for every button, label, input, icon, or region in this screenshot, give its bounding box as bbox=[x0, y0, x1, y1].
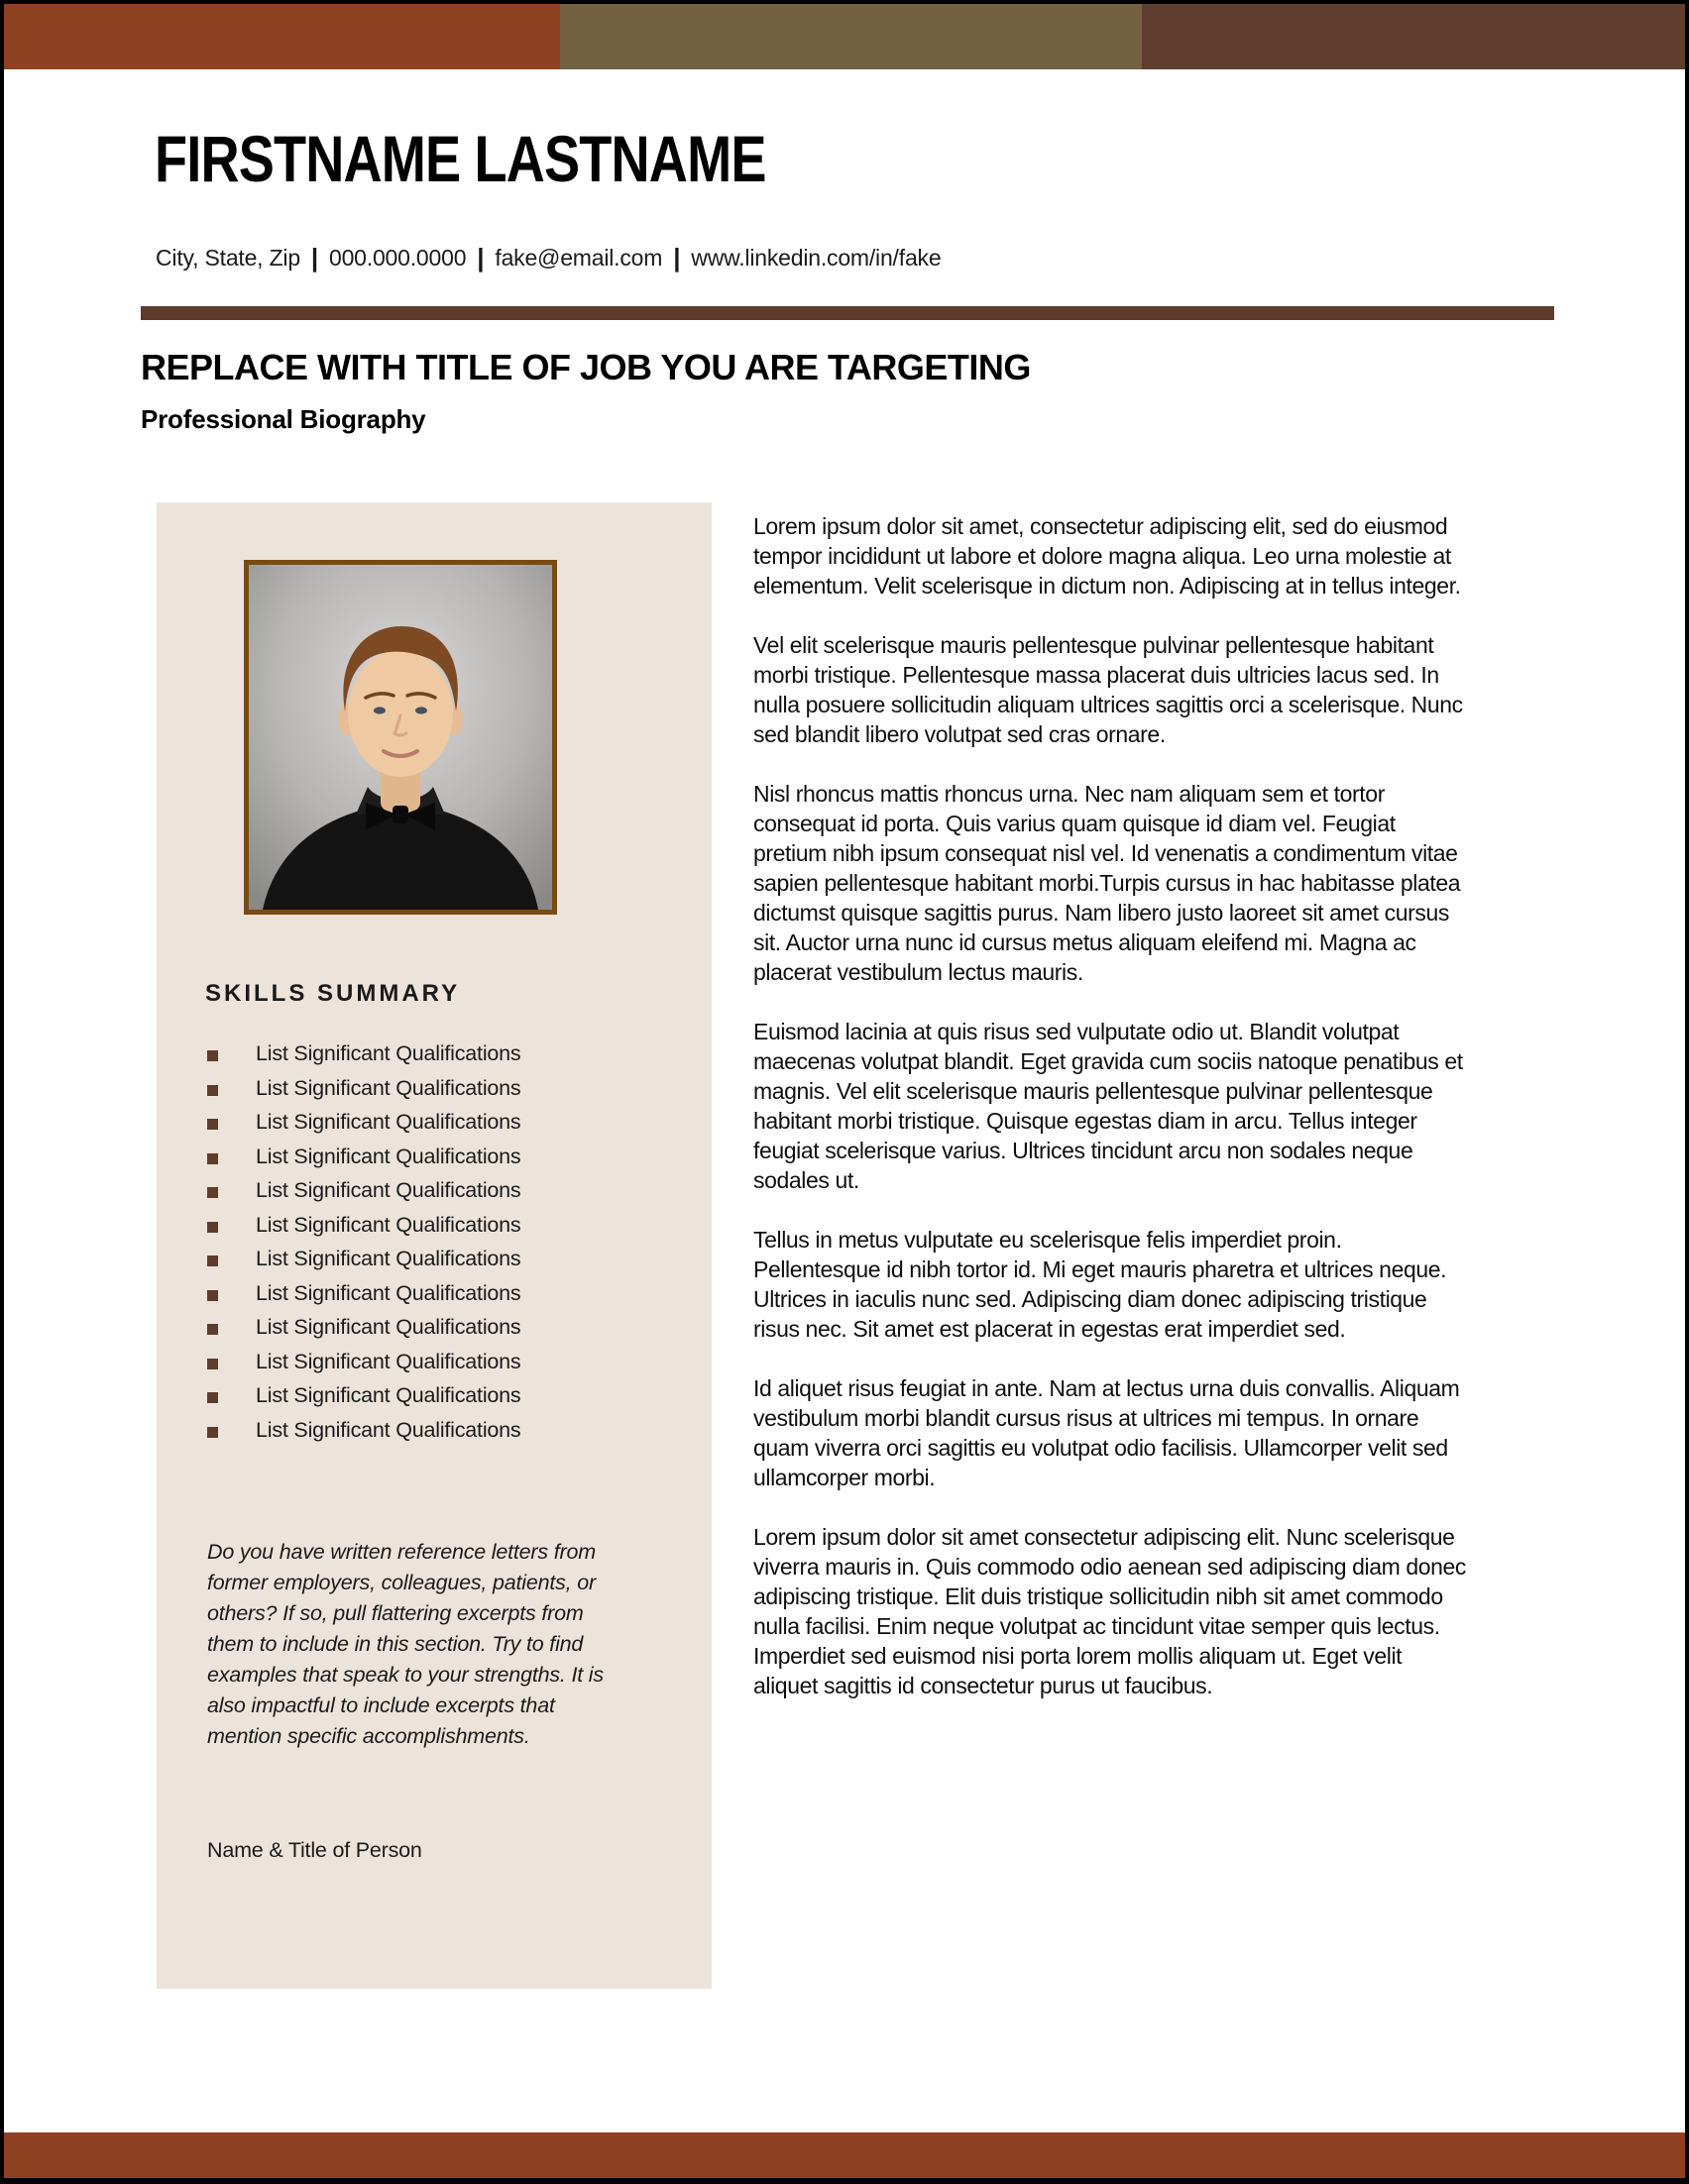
square-bullet-icon bbox=[207, 1324, 218, 1335]
skill-label: List Significant Qualifications bbox=[256, 1075, 521, 1100]
contact-separator: | bbox=[310, 243, 318, 273]
biography-paragraph: Lorem ipsum dolor sit amet consectetur adipiscing elit. Nunc scelerisque viverra mauris in. Quis commodo odio aenean sed adipiscing diam donec adipiscing tristique. Elit duis tristique sollicitudin nibh sit amet commodo nulla facilisi. Enim neque volutpat ac tincidunt vitae semper quis lectus. Imperdiet sed euismod nisi porta lorem mollis aliquam ut. Eget velit aliquet sagittis id consectetur purus ut faucibus. bbox=[753, 1524, 1467, 1698]
skill-label: List Significant Qualifications bbox=[256, 1349, 521, 1373]
skill-label: List Significant Qualifications bbox=[256, 1041, 521, 1065]
skill-list-item bbox=[207, 1315, 683, 1350]
skill-list-item bbox=[207, 1041, 683, 1076]
skill-label: List Significant Qualifications bbox=[256, 1315, 521, 1339]
skill-label: List Significant Qualifications bbox=[256, 1178, 521, 1202]
square-bullet-icon bbox=[207, 1290, 218, 1301]
contact-email: fake@email.com bbox=[495, 245, 663, 271]
skill-list-item bbox=[207, 1281, 683, 1316]
biography-paragraph: Nisl rhoncus mattis rhoncus urna. Nec nam aliquam sem et tortor consequat id porta. Quis varius quam quisque id diam vel. Feugiat pretium nibh ipsum consequat nisl vel. Id venenatis a condimentum vitae sapien pellentesque habitant morbi.Turpis cursus in hac habitasse platea dictumst quisque sagittis purus. Nam libero justo laoreet sit amet cursus sit. Auctor urna nunc id cursus metus aliquam eleifend mi. Magna ac placerat vestibulum lectus mauris. bbox=[753, 781, 1461, 985]
biography-paragraph: Tellus in metus vulputate eu scelerisque felis imperdiet proin. Pellentesque id nibh tortor id. Mi eget mauris pharetra et ultrices neque. Ultrices in iaculis nunc sed. Adipiscing diam donec adipiscing tristique risus nec. Sit amet est placerat in egestas erat imperdiet sed. bbox=[753, 1227, 1447, 1342]
left-sidebar bbox=[157, 502, 712, 1989]
skill-list-item bbox=[207, 1350, 683, 1384]
contact-separator: | bbox=[477, 243, 485, 273]
skill-list-item bbox=[207, 1213, 683, 1248]
top-bar-segment-olive bbox=[560, 4, 1142, 69]
skill-list-item bbox=[207, 1145, 683, 1179]
contact-line bbox=[156, 242, 941, 273]
contact-separator: | bbox=[673, 243, 681, 273]
square-bullet-icon bbox=[207, 1392, 218, 1403]
skill-label: List Significant Qualifications bbox=[256, 1383, 521, 1407]
skill-label: List Significant Qualifications bbox=[256, 1110, 521, 1134]
square-bullet-icon bbox=[207, 1427, 218, 1438]
skill-label: List Significant Qualifications bbox=[256, 1247, 521, 1270]
skill-list-item bbox=[207, 1418, 683, 1453]
skills-list bbox=[207, 1041, 683, 1452]
section-subtitle: Professional Biography bbox=[141, 404, 426, 434]
skill-list-item bbox=[207, 1178, 683, 1213]
skill-list-item bbox=[207, 1247, 683, 1281]
square-bullet-icon bbox=[207, 1222, 218, 1233]
biography-paragraph: Id aliquet risus feugiat in ante. Nam at lectus urna duis convallis. Aliquam vestibulum morbi blandit cursus risus at ultrices mi tempus. In ornare quam viverra orci sagittis eu volutpat odio facilisis. Ullamcorper velit sed ullamcorper morbi. bbox=[753, 1375, 1460, 1490]
skill-label: List Significant Qualifications bbox=[256, 1144, 521, 1168]
square-bullet-icon bbox=[207, 1153, 218, 1164]
square-bullet-icon bbox=[207, 1359, 218, 1369]
skill-label: List Significant Qualifications bbox=[256, 1280, 521, 1305]
square-bullet-icon bbox=[207, 1256, 218, 1266]
square-bullet-icon bbox=[207, 1085, 218, 1096]
portrait-illustration bbox=[249, 565, 552, 910]
bottom-accent-bar bbox=[4, 2132, 1685, 2178]
header-divider-rule bbox=[141, 306, 1554, 320]
skill-list-item bbox=[207, 1076, 683, 1111]
biography-paragraph: Euismod lacinia at quis risus sed vulputate odio ut. Blandit volutpat maecenas volutpat blandit. Eget gravida cum sociis natoque penatibus et magnis. Vel elit scelerisque mauris pellentesque pulvinar pellentesque habitant morbi tristique. Quisque egestas diam in arcu. Tellus integer feugiat scelerisque varius. Ultrices tincidunt arcu non sodales neque sodales ut. bbox=[753, 1019, 1463, 1193]
skill-label: List Significant Qualifications bbox=[256, 1212, 521, 1237]
square-bullet-icon bbox=[207, 1187, 218, 1198]
square-bullet-icon bbox=[207, 1119, 218, 1130]
skill-list-item bbox=[207, 1110, 683, 1145]
person-name: FIRSTNAME LASTNAME bbox=[155, 122, 766, 195]
skill-list-item bbox=[207, 1383, 683, 1418]
biography-paragraph: Lorem ipsum dolor sit amet, consectetur adipiscing elit, sed do eiusmod tempor incididunt ut labore et dolore magna aliqua. Leo urna molestie at elementum. Velit scelerisque in dictum non. Adipiscing at in tellus integer. bbox=[753, 513, 1461, 599]
biography-column bbox=[753, 511, 1471, 1730]
biography-paragraph: Vel elit scelerisque mauris pellentesque pulvinar pellentesque habitant morbi tristique. Pellentesque massa placerat duis ultricies lacus sed. In nulla posuere sollicitudin aliquam ultrices sagittis orci a scelerisque. Nunc sed blandit libero volutpat sed cras ornare. bbox=[753, 632, 1463, 747]
contact-location: City, State, Zip bbox=[156, 245, 300, 271]
reference-attribution: Name & Title of Person bbox=[207, 1838, 422, 1862]
skill-label: List Significant Qualifications bbox=[256, 1417, 521, 1442]
target-job-title: REPLACE WITH TITLE OF JOB YOU ARE TARGETING bbox=[141, 347, 1031, 387]
contact-linkedin: www.linkedin.com/in/fake bbox=[691, 245, 942, 271]
square-bullet-icon bbox=[207, 1050, 218, 1061]
portrait-photo bbox=[244, 560, 557, 915]
top-bar-segment-brown bbox=[1142, 4, 1685, 69]
reference-letters-note: Do you have written reference letters from former employers, colleagues, patients, or others? If so, pull flattering excerpts from them to include in this section. Try to find examples that speak to your strengths. It is also impactful to include excerpts that mention specific accomplishments. bbox=[207, 1540, 604, 1748]
contact-phone: 000.000.0000 bbox=[329, 245, 467, 271]
top-bar-segment-rust bbox=[4, 4, 560, 69]
top-accent-bar bbox=[4, 4, 1685, 69]
skills-summary-heading: SKILLS SUMMARY bbox=[205, 980, 461, 1007]
